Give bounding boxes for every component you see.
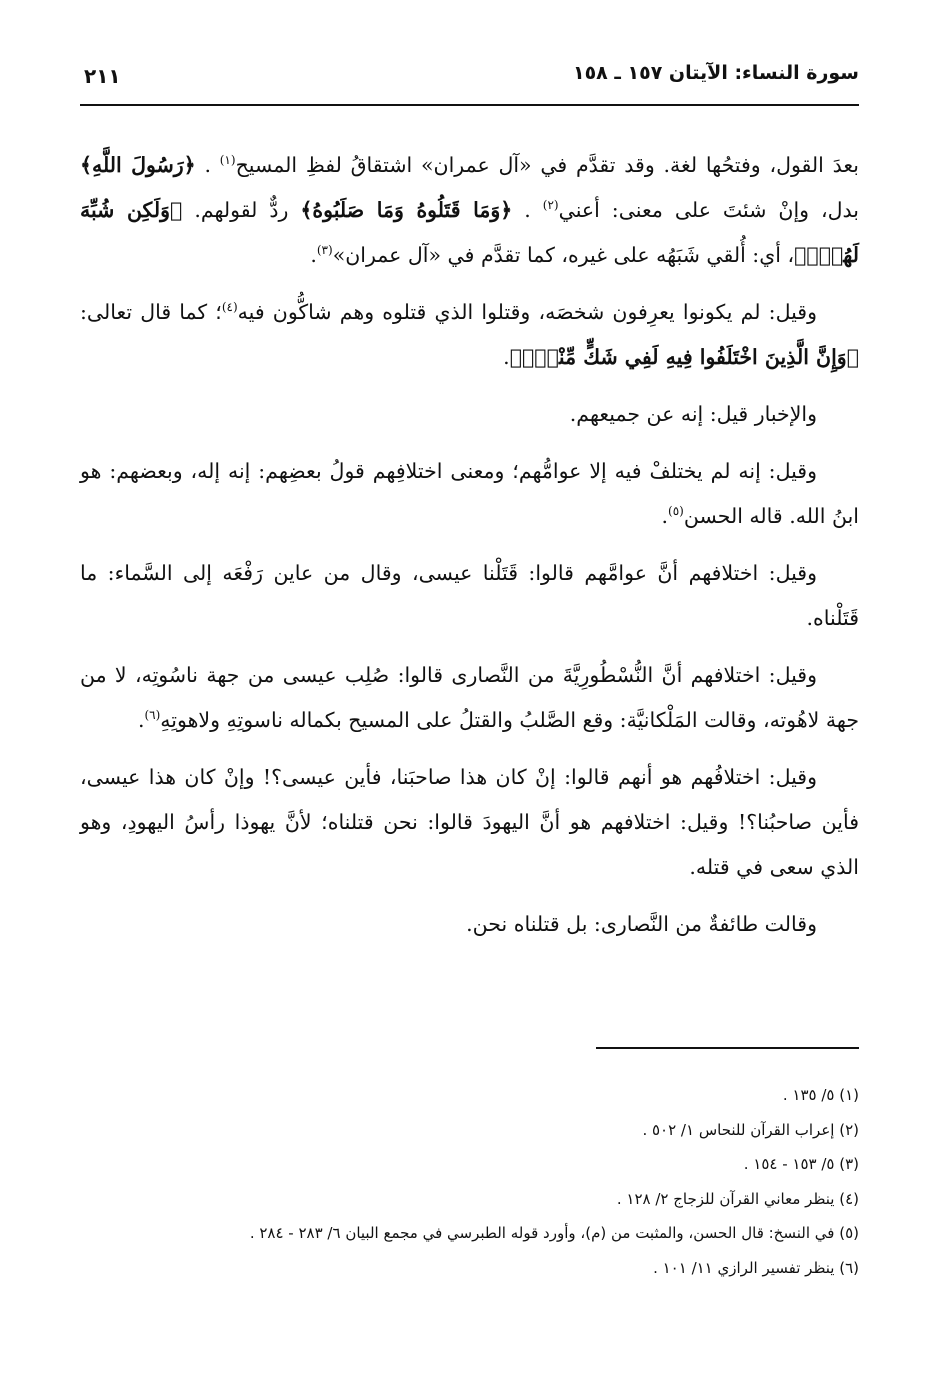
quran-quote: ﴿وَإِنَّ الَّذِينَ اخْتَلَفُوا فِيهِ لَفِي شَكٍّ مِّنْهُۚ﴾ xyxy=(509,345,859,369)
paragraph-8: وقالت طائفةٌ من النَّصارى: بل قتلناه نحن. xyxy=(466,912,817,936)
footnote-5: (٥) في النسخ: قال الحسن، والمثبت من (م)، وأورد قوله الطبرسي في مجمع البيان ٦/ ٢٨٣ - ٢٨٤ . xyxy=(249,1224,859,1242)
main-text xyxy=(80,143,859,959)
footnote-2: (٢) إعراب القرآن للنحاس ١/ ٥٠٢ . xyxy=(642,1120,859,1139)
footnote-6: (٦) ينظر تفسير الرازي ١١/ ١٠١ . xyxy=(653,1258,859,1277)
quran-quote: ﴿وَلَكِن شُبِّهَ لَهُمْۚ﴾ xyxy=(80,198,859,267)
quran-quote: ﴿رَسُولَ اللَّهِ﴾ xyxy=(80,153,196,177)
running-header-title: سورة النساء: الآيتان ١٥٧ ـ ١٥٨ xyxy=(572,62,859,84)
footnote-ref-5: (٥) xyxy=(668,504,684,519)
paragraph-5: وقيل: اختلافهم أنَّ عوامَّهم قالوا: قَتَلْنا عيسى، وقال من عاين رَفْعَه إلى السَّماء: ما قَتَلْناه. xyxy=(80,561,859,630)
footnote-1: (١) ٥/ ١٣٥ . xyxy=(782,1086,859,1104)
header-divider xyxy=(80,104,859,106)
footnotes xyxy=(80,1078,859,1285)
paragraph-6: وقيل: اختلافهم أنَّ النُّسْطُورِيَّةَ من النَّصارى قالوا: صُلِب عيسى من جهة ناسُوتِه، لا من جهة لاهُوته، وقالت المَلْكانيَّة: وقع الصَّلبُ والقتلُ على المسيح بكماله ناسوتِهِ ولاهوتِهِ$^{(٦)}$. xyxy=(80,663,859,732)
footnotes-divider xyxy=(596,1047,859,1049)
quran-quote: ﴿وَمَا قَتَلُوهُ وَمَا صَلَبُوهُ﴾ xyxy=(300,198,513,222)
footnote-ref-6: (٦) xyxy=(144,708,161,723)
paragraph-2: وقيل: لم يكونوا يعرِفون شخصَه، وقتلوا الذي قتلوه وهم شاكُّون فيه$^{(٤)}$؛ كما قال تعالى: ﴿وَإِنَّ الَّذِينَ اخْتَلَفُوا فِيهِ لَفِي شَكٍّ مِّنْهُۚ﴾. xyxy=(80,300,859,369)
footnote-ref-1: (١) xyxy=(219,153,236,168)
paragraph-3: والإخبار قيل: إنه عن جميعهم. xyxy=(569,402,817,426)
page-number: ٢١١ xyxy=(84,64,121,88)
footnote-4: (٤) ينظر معاني القرآن للزجاج ٢/ ١٢٨ . xyxy=(616,1189,859,1208)
paragraph-7: وقيل: اختلافُهم هو أنهم قالوا: إنْ كان هذا صاحبَنا، فأين عيسى؟! وإنْ كان هذا عيسى، فأين صاحبُنا؟! وقيل: اختلافهم هو أنَّ اليهودَ قالوا: نحن قتلناه؛ لأنَّ يهوذا رأسُ اليهودِ، وهو الذي سعى في قتله. xyxy=(80,765,859,879)
footnote-ref-2: (٢) xyxy=(542,198,559,213)
paragraph-4: وقيل: إنه لم يختلفْ فيه إلا عوامُّهم؛ ومعنى اختلافِهم قولُ بعضِهم: إنه إله، وبعضهم: هو ابنُ الله. قاله الحسن$^{(٥)}$. xyxy=(80,459,859,528)
footnote-3: (٣) ٥/ ١٥٣ - ١٥٤ . xyxy=(743,1155,859,1173)
footnote-ref-4: (٤) xyxy=(221,300,238,315)
paragraph-1: بعدَ القول، وفتحُها لغة. وقد تقدَّم في «آل عمران» اشتقاقُ لفظِ المسيح$^{(١)}$ . ﴿رَسُولَ اللَّهِ﴾ بدل، وإنْ شئتَ على معنى: أعني$^{(٢)}$ . ﴿وَمَا قَتَلُوهُ وَمَا صَلَبُوهُ﴾ ردٌّ لقولهم. ﴿وَلَكِن شُبِّهَ لَهُمْۚ﴾، أي: أُلقي شَبَهُه على غيره، كما تقدَّم في «آل عمران»$^{(٣)}$. xyxy=(80,153,859,267)
footnote-ref-3: (٣) xyxy=(316,243,333,258)
